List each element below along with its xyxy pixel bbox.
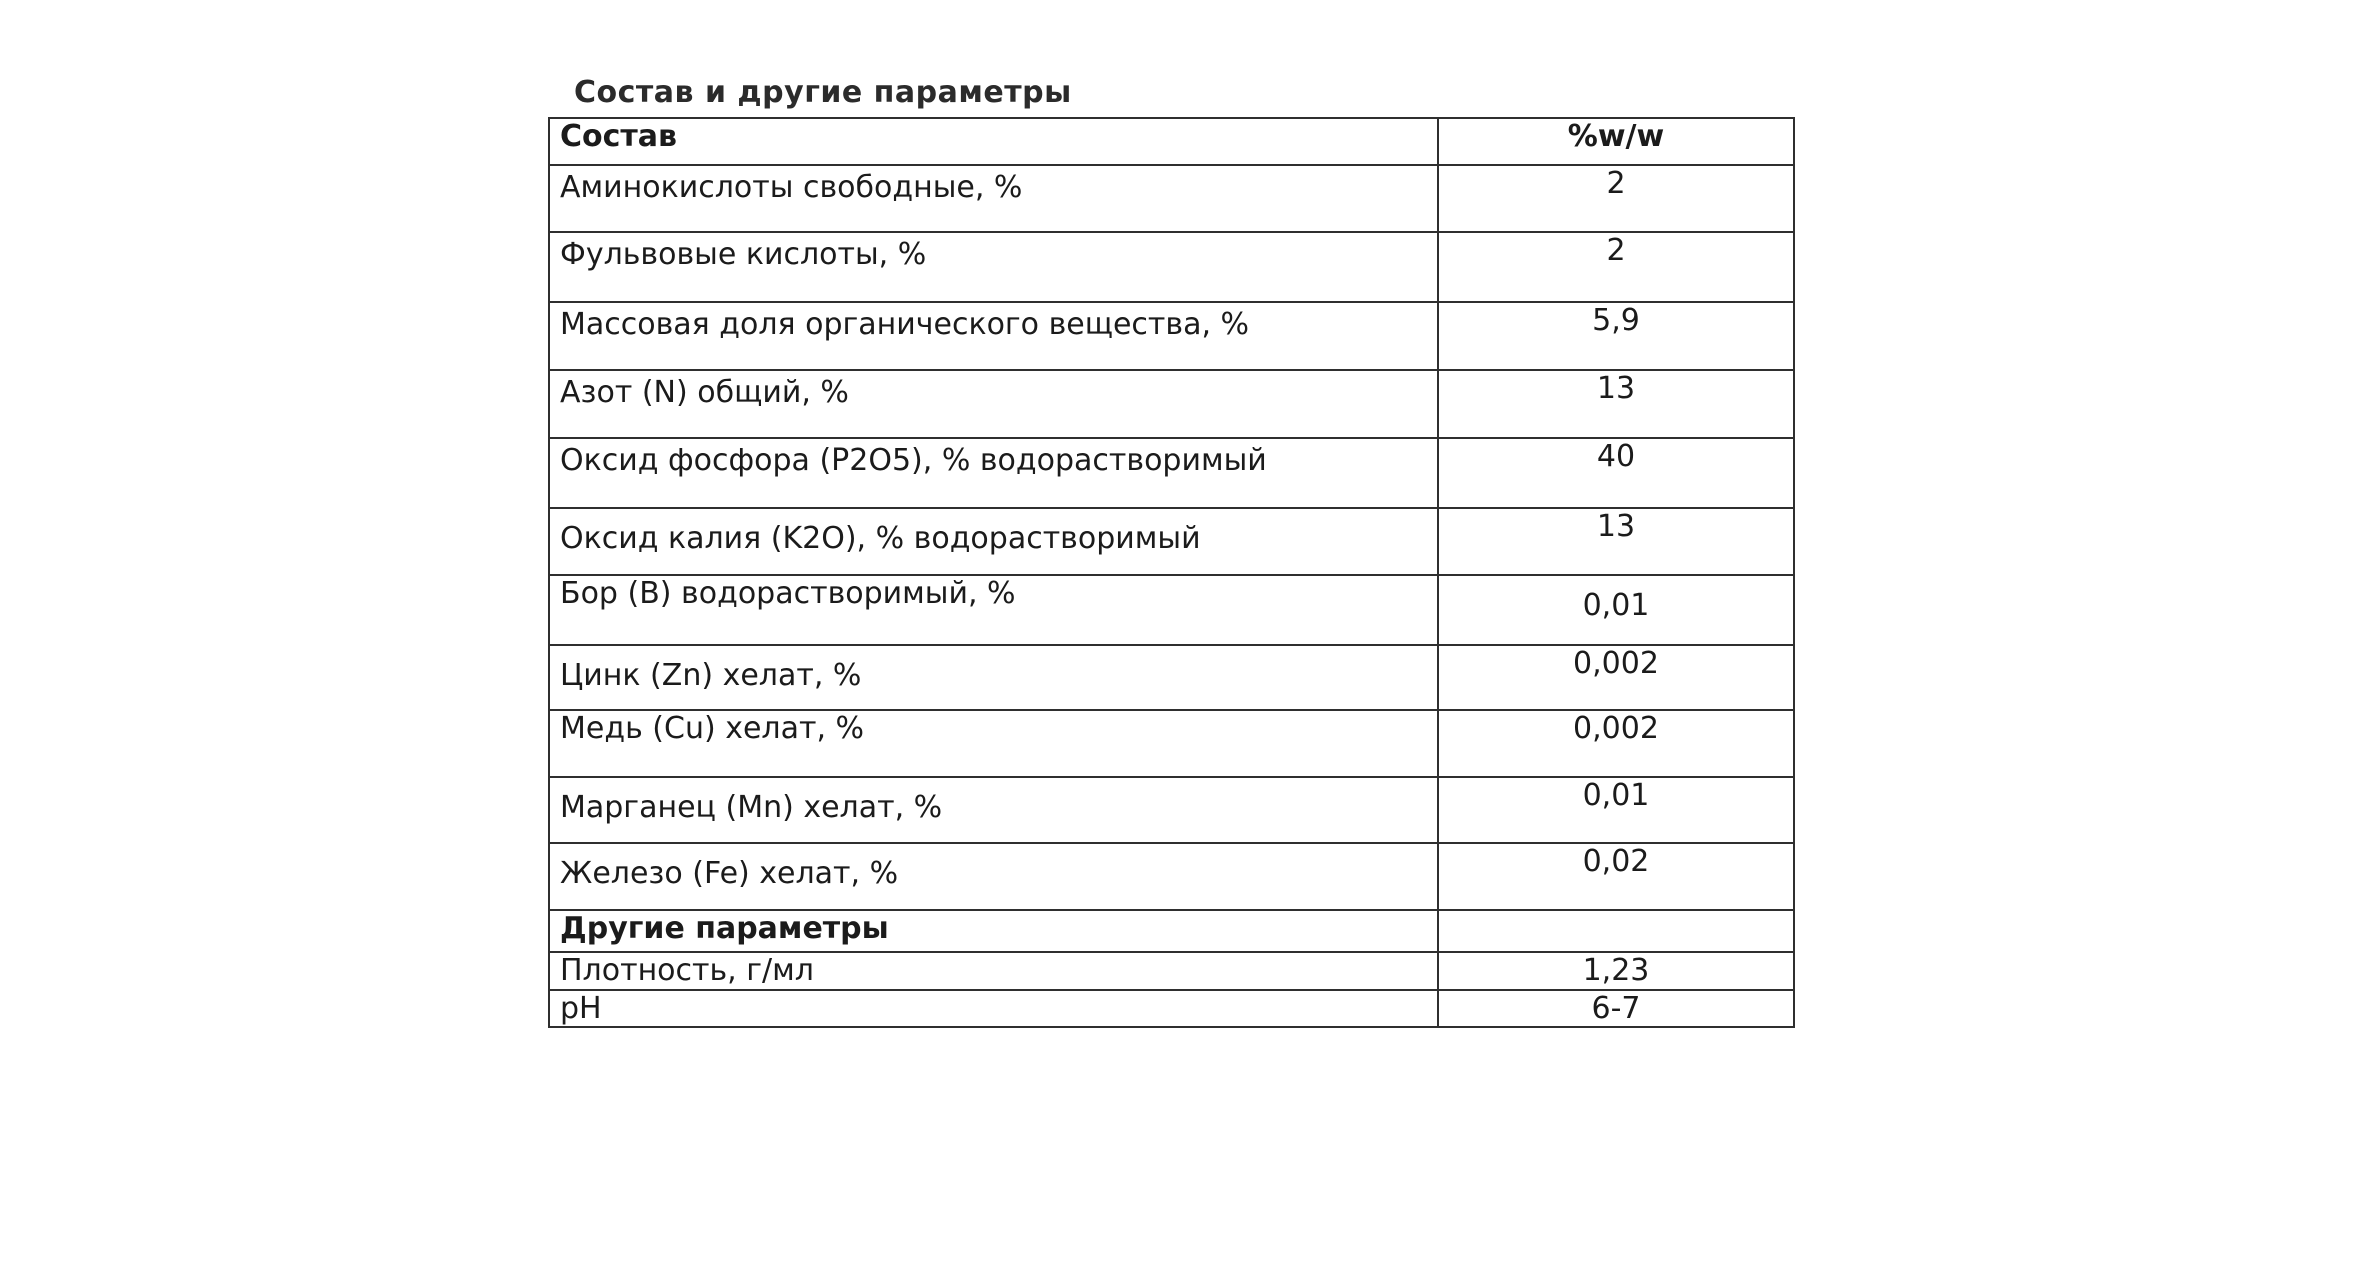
table-section-header-row [549,910,1794,952]
row-label-cell [549,645,1438,710]
row-label: Бор (B) водорастворимый, % [560,576,1016,611]
row-value-cell [1438,777,1794,843]
row-value-cell [1438,302,1794,370]
row-label-cell [549,232,1438,302]
column-header-percent: %w/w [1567,119,1665,154]
row-label: Азот (N) общий, % [560,375,849,410]
row-label-cell [549,370,1438,438]
table-row [549,302,1794,370]
row-value-cell [1438,952,1794,990]
row-value: 0,01 [1582,588,1650,623]
specification-table [548,117,1795,1028]
section-header-label-cell [549,910,1438,952]
table-row [549,370,1794,438]
table-row [549,508,1794,575]
table-row [549,645,1794,710]
row-value-cell [1438,370,1794,438]
table-row [549,575,1794,645]
row-label: Оксид калия (K2O), % водорастворимый [560,521,1201,556]
row-label: Фульвовые кислоты, % [560,237,927,272]
row-label-cell [549,843,1438,910]
row-value: 2 [1606,233,1626,268]
row-value: 1,23 [1582,953,1650,988]
clipped-text: Состав и другие параметры [574,75,1072,110]
section-header-value-cell [1438,910,1794,952]
row-label: Марганец (Mn) хелат, % [560,790,943,825]
row-label-cell [549,165,1438,232]
row-label-cell [549,302,1438,370]
table-row [549,710,1794,777]
section-header-value [1439,911,1793,913]
row-value-cell [1438,575,1794,645]
table-row [549,843,1794,910]
specification-table-container [548,117,1793,1028]
table-row [549,438,1794,508]
row-label: Массовая доля органического вещества, % [560,307,1250,342]
row-label-cell [549,777,1438,843]
row-value: 2 [1606,166,1626,201]
row-label: Аминокислоты свободные, % [560,170,1023,205]
header-cell-percent [1438,118,1794,165]
row-value-cell [1438,990,1794,1027]
header-cell-composition [549,118,1438,165]
row-value: 0,01 [1582,778,1650,813]
row-value: 5,9 [1592,303,1640,338]
row-label-cell [549,508,1438,575]
row-value: 40 [1596,439,1636,474]
row-label: Цинк (Zn) хелат, % [560,658,862,693]
row-value-cell [1438,645,1794,710]
table-row [549,990,1794,1027]
row-value: 6-7 [1591,991,1641,1026]
row-value: 0,002 [1573,711,1659,746]
row-value: 13 [1596,509,1636,544]
row-value-cell [1438,438,1794,508]
row-label: Плотность, г/мл [560,953,814,988]
row-value: 13 [1596,371,1636,406]
row-label: Железо (Fe) хелат, % [560,856,899,891]
clipped-text-above-table [574,75,1234,116]
row-label-cell [549,575,1438,645]
table-header-row [549,118,1794,165]
table-row [549,232,1794,302]
row-label: Оксид фосфора (P2O5), % водорастворимый [560,443,1267,478]
table-row [549,777,1794,843]
row-label: Медь (Cu) хелат, % [560,711,865,746]
row-value-cell [1438,508,1794,575]
row-value-cell [1438,710,1794,777]
row-value-cell [1438,232,1794,302]
row-label: pH [560,991,602,1026]
row-label-cell [549,952,1438,990]
row-label-cell [549,710,1438,777]
row-label-cell [549,438,1438,508]
row-value-cell [1438,165,1794,232]
column-header-composition: Состав [560,119,678,154]
row-value-cell [1438,843,1794,910]
row-value: 0,02 [1582,844,1650,879]
section-header-label: Другие параметры [560,911,889,946]
row-value: 0,002 [1573,646,1659,681]
table-row [549,165,1794,232]
row-label-cell [549,990,1438,1027]
table-row [549,952,1794,990]
